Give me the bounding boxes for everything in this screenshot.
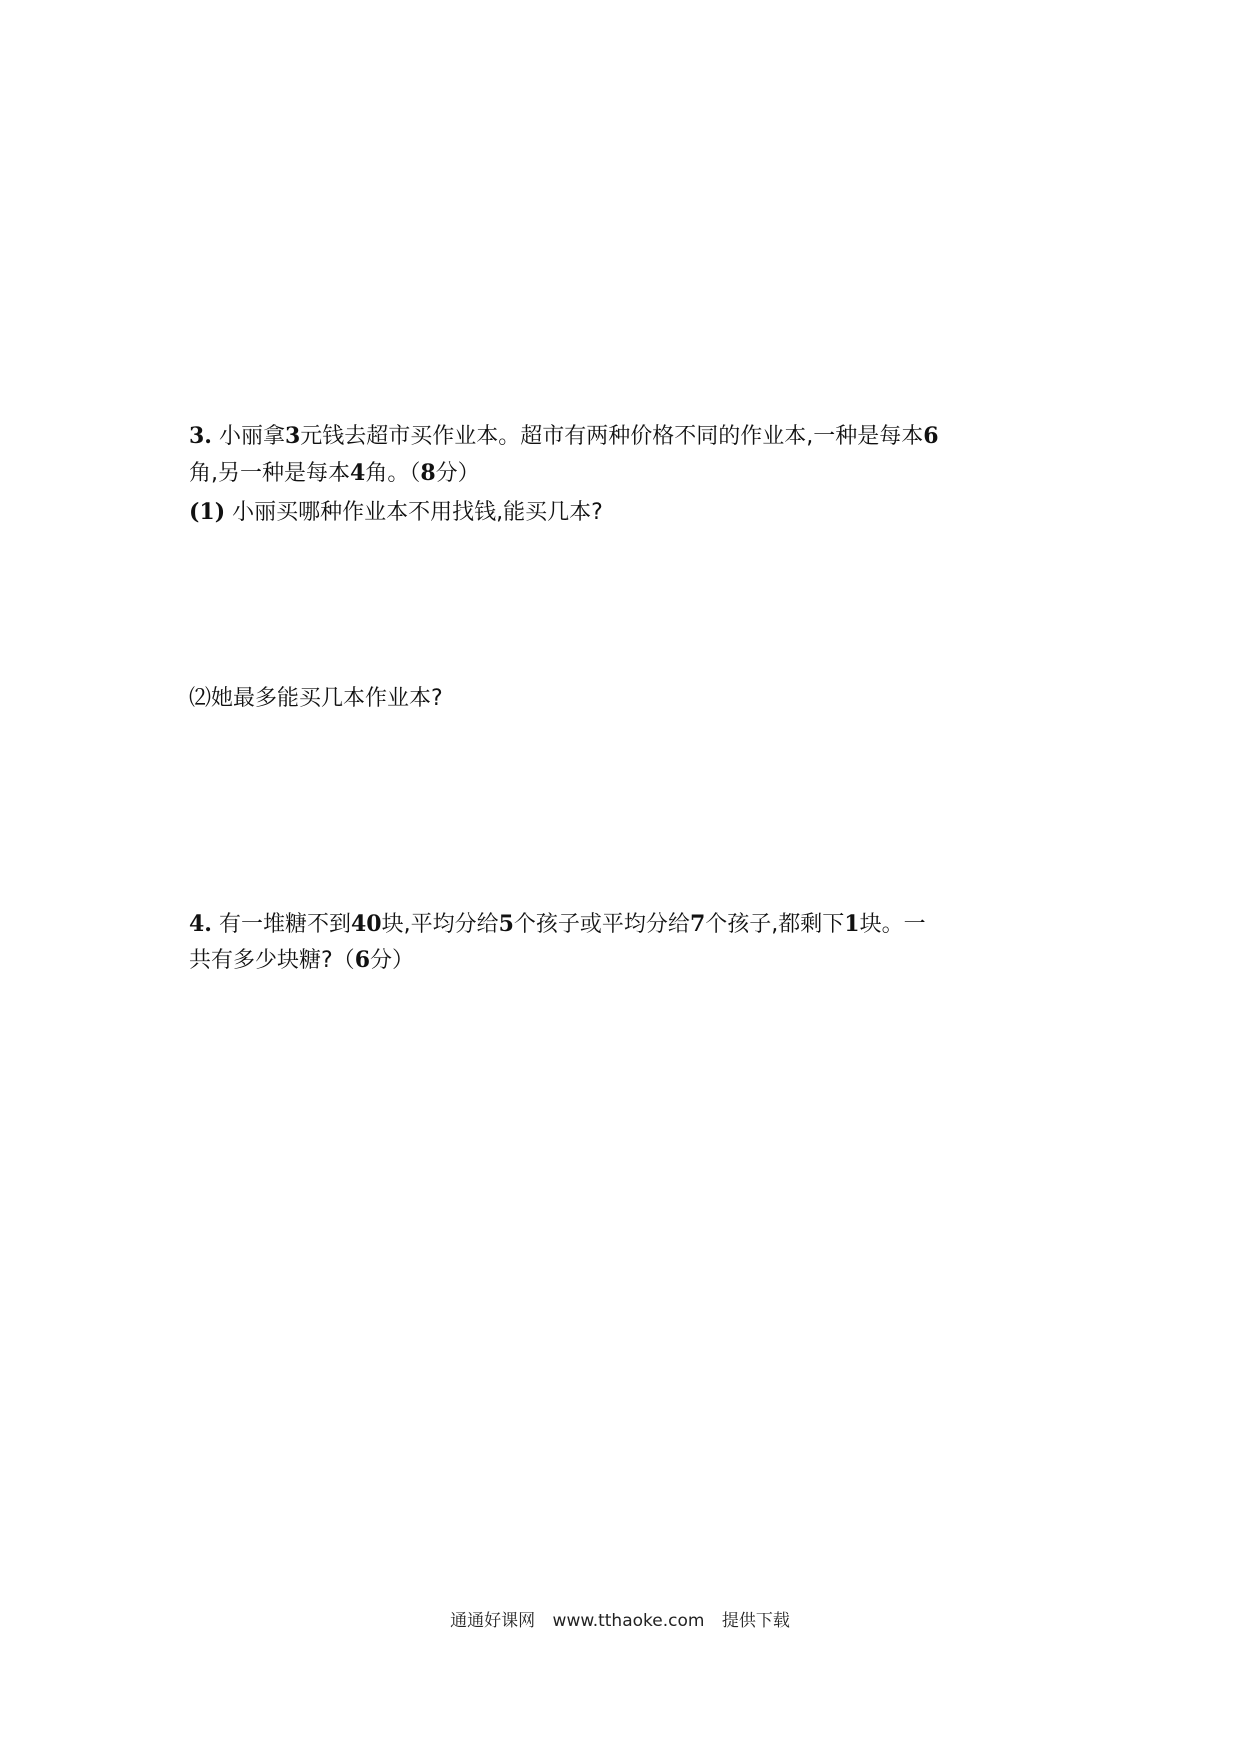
- question-3-text-d: 角。（: [365, 461, 421, 486]
- question-4-number: 4.: [189, 911, 212, 937]
- question-4-text-d: 个孩子,都剩下: [705, 912, 845, 937]
- question-3-price-a: 6: [923, 423, 939, 449]
- question-4-remain: 1: [844, 911, 860, 937]
- question-3-score: 8: [420, 460, 436, 486]
- question-4-kids-a: 5: [498, 911, 514, 937]
- footer-site-name: 通通好课网: [450, 1611, 536, 1631]
- page-footer: [0, 1609, 1240, 1633]
- question-3-sub-1-text: 小丽买哪种作业本不用找钱,能买几本?: [232, 500, 603, 525]
- question-3-text-a: 小丽拿: [218, 424, 285, 449]
- question-4-text-g: 分）: [370, 948, 415, 973]
- question-4-text-c: 个孩子或平均分给: [513, 912, 690, 937]
- question-3-sub-1-number: (1): [189, 499, 226, 525]
- question-3-amount: 3: [284, 423, 301, 449]
- question-4-line-1: [189, 909, 926, 940]
- footer-suffix: 提供下载: [721, 1611, 790, 1631]
- question-4-text-e: 块。一: [859, 912, 926, 937]
- question-3-line-1: [189, 421, 939, 452]
- question-4-limit: 40: [350, 911, 382, 937]
- question-4-text-f: 共有多少块糖?（: [189, 948, 355, 973]
- footer-url[interactable]: www.tthaoke.com: [552, 1611, 705, 1631]
- question-3-price-b: 4: [350, 460, 366, 486]
- question-3-sub-2-text: ⑵她最多能买几本作业本?: [189, 686, 443, 711]
- question-3-sub-1: [189, 497, 603, 528]
- question-4-score: 6: [354, 947, 370, 973]
- question-3-text-c: 角,另一种是每本: [189, 461, 350, 486]
- question-4-text-b: 块,平均分给: [381, 912, 499, 937]
- question-3-text-e: 分）: [435, 461, 480, 486]
- question-3-text-b: 元钱去超市买作业本。超市有两种价格不同的作业本,一种是每本: [300, 424, 924, 449]
- question-3-sub-2: [189, 684, 443, 714]
- question-4-text-a: 有一堆糖不到: [218, 912, 351, 937]
- question-3-number: 3.: [189, 423, 212, 449]
- question-3-line-2: [189, 458, 480, 489]
- question-4-kids-b: 7: [689, 911, 706, 937]
- question-4-line-2: [189, 945, 414, 976]
